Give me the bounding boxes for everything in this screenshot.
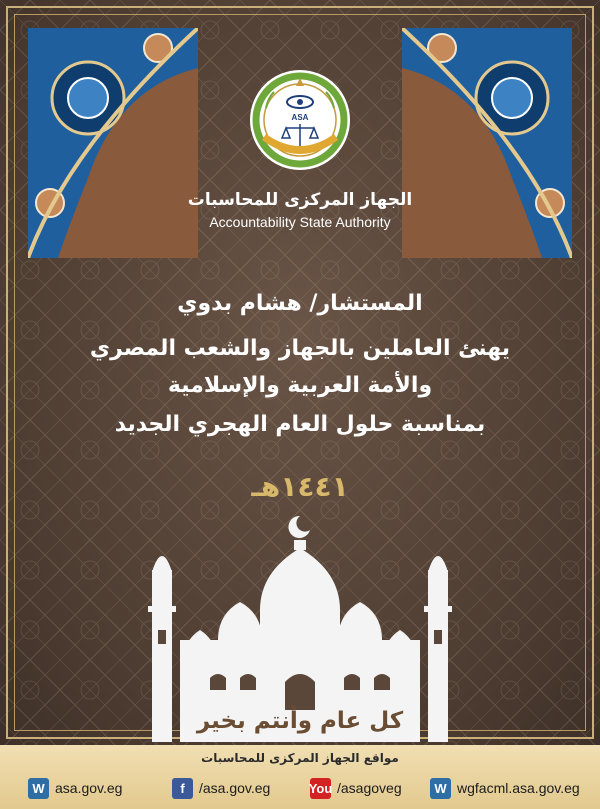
link-asa-gov-eg[interactable]: [28, 777, 122, 799]
footer-links: [20, 777, 590, 799]
link-facebook[interactable]: [172, 777, 270, 799]
message-line-3: والأمة العربية والإسلامية: [167, 373, 433, 398]
youtube-icon: You: [310, 778, 331, 799]
message-line-4: بمناسبة حلول العام الهجري الجديد: [114, 412, 486, 437]
message-line-1: المستشار/ هشام بدوي: [177, 291, 423, 316]
facebook-icon: f: [172, 778, 193, 799]
footer-title: مواقع الجهاز المركزى للمحاسبات: [201, 751, 399, 765]
wordpress-icon: W: [28, 778, 49, 799]
hijri-year: ١٤٤١هـ: [251, 470, 349, 503]
link-text: wgfacml.asa.gov.eg: [457, 780, 580, 796]
link-text: /asa.gov.eg: [199, 780, 271, 796]
footer-bar: [0, 745, 600, 809]
svg-text:ASA: ASA: [291, 113, 309, 122]
link-youtube[interactable]: [310, 777, 402, 799]
message-line-2: يهنئ العاملين بالجهاز والشعب المصري: [89, 336, 511, 361]
org-name-arabic: الجهاز المركزى للمحاسبات: [187, 190, 413, 210]
link-wgfacml[interactable]: [430, 777, 580, 799]
asa-emblem-icon: [248, 68, 352, 172]
greeting-text: كل عام وأنتم بخير: [196, 708, 404, 734]
org-name-english: Accountability State Authority: [209, 214, 391, 230]
link-text: /asagoveg: [337, 780, 402, 796]
wordpress-icon: W: [430, 778, 451, 799]
link-text: asa.gov.eg: [55, 780, 123, 796]
